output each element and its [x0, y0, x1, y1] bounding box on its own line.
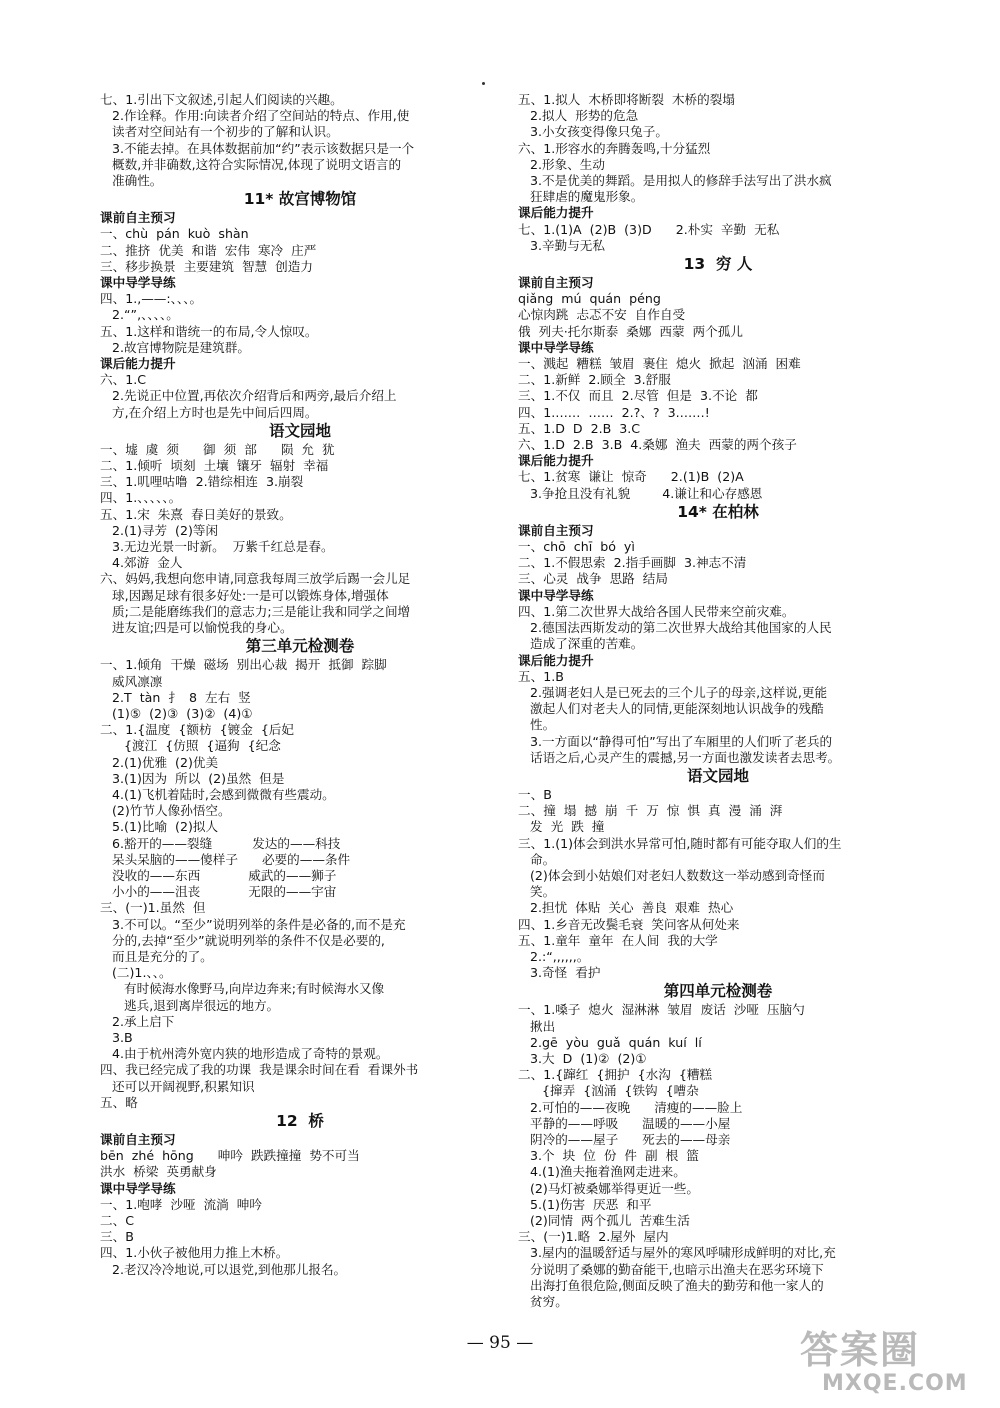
answer-line: 五、1.拟人 木桥即将断裂 木桥的裂塌: [518, 92, 735, 107]
subsection-label: 课前自主预习: [518, 275, 594, 291]
answer-line: 3.辛勤与无私: [518, 237, 605, 253]
answer-line: 2.强调老妇人是已死去的三个儿子的母亲,这样说,更能: [518, 684, 828, 700]
subsection-label: 课中导学导练: [100, 1180, 176, 1196]
answer-line: 3.(1)因为 所以 (2)虽然 但是: [100, 770, 285, 786]
answer-line: 进友谊;四是可以愉悦我的身心。: [100, 620, 293, 636]
answer-line: 2.(1)寻芳 (2)等闲: [100, 522, 219, 538]
answer-line: 逃兵,退到离岸很远的地方。: [100, 997, 280, 1013]
answer-line: bēn zhé hōng 呻吟 跌跌撞撞 势不可当: [100, 1148, 360, 1164]
answer-line: 2.作诠释。作用:向读者介绍了空间站的特点、作用,使: [100, 108, 410, 124]
answer-line: 二、C: [100, 1213, 134, 1228]
answer-line: 二、1.不假思索 2.指手画脚 3.神志不清: [518, 555, 747, 571]
answer-line: {撺弄 {汹涌 {铁钩 {嘈杂: [518, 1083, 699, 1099]
answer-line: 2.德国法西斯发动的第二次世界大战给其他国家的人民: [518, 620, 832, 636]
scan-dot: [482, 82, 485, 85]
answer-line: 二、1.{蹿红 {拥护 {水沟 {糟糕: [518, 1067, 713, 1083]
answer-line: 三、(一)1.虽然 但: [100, 900, 206, 916]
answer-line: 一、B: [518, 786, 552, 802]
page-number: — 95 —: [466, 1333, 534, 1353]
answer-line: 造成了深重的苦难。: [518, 636, 644, 652]
answer-line: (二)1.、、。: [100, 965, 172, 981]
answer-line: 呆头呆脑的——傻样子 必要的——条件: [100, 851, 351, 867]
answer-line: (1)⑤ (2)③ (3)② (4)①: [100, 705, 253, 721]
answer-line: 3.小女孩变得像只兔子。: [518, 124, 668, 140]
answer-line: 六、1.形容水的奔腾轰鸣,十分猛烈: [518, 140, 711, 156]
answer-line: 七、1.贫寒 谦让 惊奇 2.(1)B (2)A: [518, 469, 744, 485]
answer-line: 五、1.童年 童年 在人间 我的大学: [518, 932, 718, 948]
subsection-label: 课中导学导练: [100, 275, 176, 291]
answer-line: 四、1.…… …… 2.?、? 3.……!: [518, 404, 710, 420]
answer-line: 3.大 D (1)② (2)①: [518, 1050, 647, 1066]
answer-line: 三、(一)1.略 2.屋外 屋内: [518, 1229, 669, 1245]
answer-line: (2)体会到小姑娘们对老妇人数数这一举动感到奇怪而: [518, 867, 825, 883]
answer-line: 3.无边光景一时新。 万紫千红总是春。: [100, 539, 334, 555]
answer-line: 质;二是能磨练我们的意志力;三是能让我和同学之间增: [100, 603, 411, 619]
answer-line: 4.(1)飞机着陆时,会感到微微有些震动。: [100, 786, 335, 802]
answer-line: 2.:“,,,,,,。: [518, 948, 590, 964]
answer-line: qiǎng mú quán péng: [518, 291, 661, 307]
answer-line: 2.先说正中位置,再依次介绍背后和两旁,最后介绍上: [100, 388, 397, 404]
answer-line: 二、1.倾听 顷刻 土壤 镶牙 辐射 幸福: [100, 458, 329, 474]
left-column: [100, 92, 500, 1278]
section-heading: 11* 故宫博物馆: [243, 190, 357, 209]
answer-line: 俄 列夫·托尔斯泰 桑娜 西蒙 两个孤儿: [518, 323, 743, 339]
subsection-label: 课后能力提升: [518, 652, 594, 668]
answer-line: 3.争抢且没有礼貌 4.谦让和心存感恩: [518, 485, 763, 501]
section-heading: 第四单元检测卷: [663, 982, 773, 1001]
section-heading: 12 桥: [276, 1111, 324, 1130]
answer-line: 2.拟人 形势的危急: [518, 108, 639, 124]
answer-line: 球,因踢足球有很多好处:一是可以锻炼身体,增强体: [100, 587, 389, 603]
answer-line: 心惊肉跳 忐忑不安 自作自受: [518, 307, 686, 323]
answer-line: 五、1.D D 2.B 3.C: [518, 420, 641, 436]
answer-line: 四、1.第二次世界大战给各国人民带来空前灾难。: [518, 603, 795, 619]
subsection-label: 课中导学导练: [518, 587, 594, 603]
answer-line: 而且是充分的了。: [100, 948, 213, 964]
answer-line: 2.老汉冷冷地说,可以退党,到他那儿报名。: [100, 1261, 347, 1277]
answer-line: 三、移步换景 主要建筑 智慧 创造力: [100, 258, 313, 274]
answer-line: 2.(1)优雅 (2)优美: [100, 754, 219, 770]
answer-line: 命。: [518, 851, 556, 867]
answer-line: 3.不能去掉。在具体数据前加“约”表示该数据只是一个: [100, 140, 415, 156]
answer-line: 四、1.小伙子被他用力推上木桥。: [100, 1245, 289, 1261]
answer-line: 3.一方面以“静得可怕”写出了车厢里的人们听了老兵的: [518, 733, 833, 749]
section-heading: 语文园地: [686, 766, 749, 785]
answer-line: 4.由于杭州湾外宽内狭的地形造成了奇特的景观。: [100, 1046, 389, 1062]
answer-line: 3.不是优美的舞蹈。是用拟人的修辞手法写出了洪水疯: [518, 173, 832, 189]
answer-line: 一、1.咆哮 沙哑 流淌 呻吟: [100, 1196, 262, 1212]
answer-line: 二、撞 塌 撼 崩 千 万 惊 惧 真 漫 涌 湃: [518, 803, 783, 819]
answer-line: 2.T tàn 扌 8 左右 竖: [100, 689, 251, 705]
answer-line: 有时候海水像野马,向岸边奔来;有时候海水又像: [100, 981, 385, 997]
answer-line: 三、1.叽哩咕噜 2.错综相连 3.崩裂: [100, 474, 304, 490]
answer-line: 4.郊游 金人: [100, 555, 183, 571]
answer-line: 发 光 跌 撞: [518, 819, 605, 835]
answer-line: 一、chù pán kuò shàn: [100, 226, 249, 242]
answer-line: (2)同情 两个孤儿 苦难生活: [518, 1213, 690, 1228]
subsection-label: 课后能力提升: [100, 356, 176, 372]
answer-line: 5.(1)伤害 厌恶 和平: [518, 1196, 652, 1212]
answer-line: 二、1.{温度 {额枋 {镀金 {后妃: [100, 722, 295, 738]
answer-line: 七、1.引出下文叙述,引起人们阅读的兴趣。: [100, 92, 343, 107]
section-heading: 13 穷 人: [683, 255, 753, 274]
answer-line: 六、1.D 2.B 3.B 4.桑娜 渔夫 西蒙的两个孩子: [518, 437, 797, 453]
answer-line: 性。: [518, 717, 556, 733]
answer-line: 洪水 桥梁 英勇献身: [100, 1164, 217, 1180]
answer-line: 读者对空间站有一个初步的了解和认识。: [100, 124, 339, 140]
answer-line: 二、1.新鲜 2.顾全 3.舒服: [518, 372, 671, 388]
subsection-label: 课后能力提升: [518, 453, 594, 469]
answer-line: 揪出: [518, 1018, 556, 1034]
answer-line: 激起人们对老夫人的同情,更能深刻地认识战争的残酷: [518, 701, 824, 717]
answer-line: 狂肆虐的魔鬼形象。: [518, 189, 644, 205]
answer-line: 还可以开阔视野,积累知识: [100, 1078, 255, 1094]
answer-line: 3.个 块 位 份 件 副 根 篮: [518, 1148, 699, 1164]
answer-line: 一、1.嗓子 熄火 湿淋淋 皱眉 废话 沙哑 压脑勺: [518, 1002, 805, 1018]
answer-line: 方,在介绍上方时也是先中间后四周。: [100, 404, 318, 420]
answer-line: 贫穷。: [518, 1294, 568, 1310]
section-heading: 14* 在柏林: [677, 502, 759, 521]
answer-line: 2.gē yòu guǎ quán kuí lí: [518, 1034, 702, 1050]
answer-line: {渡江 {仿照 {逼狗 {纪念: [100, 738, 281, 754]
answer-line: 4.(1)渔夫拖着渔网走进来。: [518, 1164, 686, 1180]
answer-line: 三、1.(1)体会到洪水异常可怕,随时都有可能夺取人们的生: [518, 835, 842, 851]
answer-line: 准确性。: [100, 173, 163, 189]
answer-line: 2.担忧 体贴 关心 善良 艰难 热心: [518, 900, 734, 916]
answer-line: 四、我已经完成了我的功课 我是课余时间在看 看课外书: [100, 1062, 419, 1078]
section-heading: 语文园地: [268, 421, 331, 440]
answer-line: 5.(1)比喻 (2)拟人: [100, 819, 219, 835]
answer-line: 三、1.不仅 而且 2.尽管 但是 3.不论 都: [518, 388, 758, 404]
answer-line: 阴冷的——屋子 死去的——母亲: [518, 1131, 731, 1147]
answer-line: 三、心灵 战争 思路 结局: [518, 571, 668, 587]
answer-line: 四、1.、、、、、。: [100, 490, 182, 506]
answer-line: 2.承上启下: [100, 1013, 175, 1029]
answer-line: 笑。: [518, 884, 556, 900]
right-column: [518, 92, 918, 1310]
answer-line: 四、1.乡音无改鬓毛衰 笑问客从何处来: [518, 916, 740, 932]
answer-line: 六、妈妈,我想向您申请,同意我每周三放学后踢一会儿足: [100, 571, 411, 587]
answer-line: 五、1.宋 朱熹 春日美好的景致。: [100, 506, 292, 522]
answer-line: 小小的——沮丧 无限的——宇宙: [100, 884, 337, 900]
answer-line: 2.“”,、、、、。: [100, 307, 179, 323]
answer-line: 3.屋内的温暖舒适与屋外的寒风呼啸形成鲜明的对比,充: [518, 1245, 836, 1261]
answer-line: 2.可怕的——夜晚 清瘦的——脸上: [518, 1099, 743, 1115]
answer-line: 一、墟 虞 须 御 须 部 陨 允 犹: [100, 441, 335, 457]
answer-line: 6.豁开的——裂缝 发达的——科技: [100, 835, 341, 851]
answer-line: 概数,并非确数,这符合实际情况,体现了说明文语言的: [100, 156, 402, 172]
subsection-label: 课中导学导练: [518, 339, 594, 355]
answer-line: 没收的——东西 威武的——狮子: [100, 867, 337, 883]
answer-line: 分的,去掉“至少”就说明列举的条件不仅是必要的,: [100, 932, 385, 948]
answer-line: 七、1.(1)A (2)B (3)D 2.朴实 辛勤 无私: [518, 221, 780, 237]
answer-line: 话语之后,心灵产生的震撼,另一方面也激发读者去思考。: [518, 749, 841, 765]
subsection-label: 课前自主预习: [100, 1131, 176, 1147]
answer-line: 3.奇怪 看护: [518, 965, 601, 981]
section-heading: 第三单元检测卷: [245, 637, 355, 656]
watermark-logo: [800, 1328, 990, 1400]
answer-line: 2.形象、生动: [518, 156, 605, 172]
answer-line: (2)马灯被桑娜举得更近一些。: [518, 1180, 699, 1196]
answer-line: 一、1.倾角 干燥 磁场 别出心裁 揭开 抵御 踪脚: [100, 657, 387, 673]
answer-line: 分说明了桑娜的勤奋能干,也暗示出渔夫在恶劣环境下: [518, 1261, 824, 1277]
answer-line: 六、1.C: [100, 372, 146, 388]
answer-line: 出海打鱼很危险,侧面反映了渔夫的勤劳和他一家人的: [518, 1277, 824, 1293]
answer-line: 五、略: [100, 1094, 138, 1110]
subsection-label: 课前自主预习: [100, 210, 176, 226]
answer-line: 四、1.,——:、、、。: [100, 291, 203, 307]
answer-line: 平静的——呼吸 温暖的——小屋: [518, 1115, 731, 1131]
subsection-label: 课前自主预习: [518, 522, 594, 538]
answer-line: 2.故宫博物院是建筑群。: [100, 339, 250, 355]
watermark-glyphs: 答案圈: [800, 1328, 921, 1372]
answer-line: 三、B: [100, 1229, 134, 1245]
answer-line: 3.不可以。“至少”说明列举的条件是必备的,而不是充: [100, 916, 406, 932]
watermark-domain: MXQE.COM: [822, 1371, 968, 1396]
answer-line: 二、推挤 优美 和谐 宏伟 寒冷 庄严: [100, 242, 317, 258]
answer-line: 五、1.B: [518, 668, 564, 684]
answer-line: 五、1.这样和谐统一的布局,令人惊叹。: [100, 323, 318, 339]
answer-line: 一、溅起 糟糕 皱眉 裹住 熄火 掀起 汹涌 困难: [518, 356, 801, 372]
answer-line: (2)竹节人像孙悟空。: [100, 803, 231, 819]
answer-line: 一、chō chī bó yì: [518, 539, 635, 555]
answer-line: 威风凛凛: [100, 673, 163, 689]
answer-line: 3.B: [100, 1029, 133, 1045]
subsection-label: 课后能力提升: [518, 205, 594, 221]
